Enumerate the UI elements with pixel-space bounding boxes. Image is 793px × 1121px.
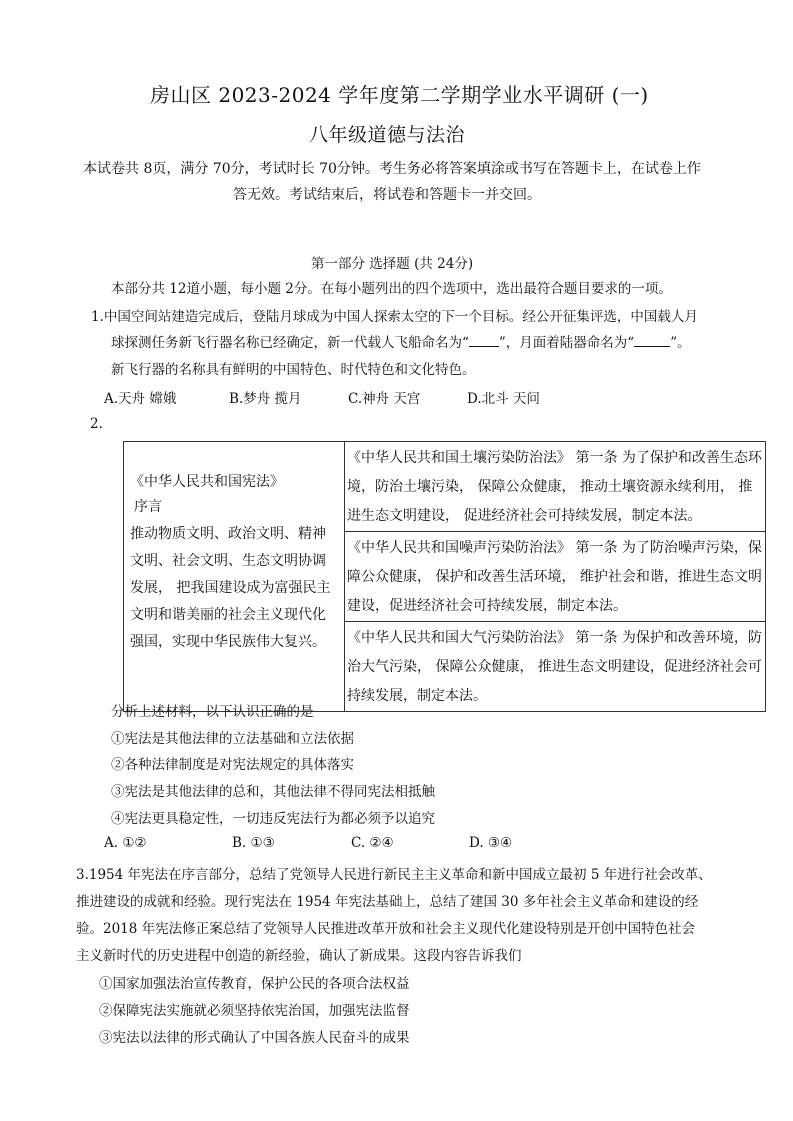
constitution-line-3: 发展， 把我国建设成为富强民主	[130, 580, 331, 596]
constitution-line-4: 文明和谐美丽的社会主义现代化	[130, 607, 326, 623]
section-title: 第一部分 选择题 (共 24分)	[311, 256, 474, 272]
q3-line-3: 验。2018 年宪法修正案总结了党领导人民推进改革开放和社会主义现代化建设特别是开创中国特色社会	[76, 921, 696, 937]
soil-law-cell: 《中华人民共和国土壤污染防治法》 第一条 为了保护和改善生态环境，防治土壤污染， 保障公众健康， 推动土壤资源永续利用， 推进生态文明建设， 促进经济社会可持续发展，制定本法。	[345, 442, 766, 532]
q2-material-table	[123, 441, 766, 712]
q3-line-2: 推进建设的成就和经验。现行宪法在 1954 年宪法基础上，总结了建国 30 多年社会主义革命和建设的经	[76, 894, 699, 910]
q2-option-d: D. ③④	[469, 835, 513, 851]
q2-statement-2: ②各种法律制度是对宪法规定的具体落实	[111, 757, 354, 773]
exam-subject: 八年级道德与法治	[309, 124, 466, 146]
noise-law-cell: 《中华人民共和国噪声污染防治法》 第一条 为了防治噪声污染，保障公众健康， 保护和改善生活环境， 维护社会和谐，推进生态文明建设，促进经济社会可持续发展，制定本法。	[345, 532, 766, 622]
q2-stem: 分析上述材料，以下认识正确的是	[111, 704, 314, 720]
q1-line-2: 球探测任务新飞行器名称已经确定，新一代载人飞船命名为“ ”，月面着陆器命名为“ ”。	[111, 331, 691, 351]
q2-option-a: A. ①②	[104, 835, 147, 851]
q3-statement-2: ②保障宪法实施就必须坚持依宪治国，加强宪法监督	[99, 1003, 410, 1019]
q1-line-3: 新飞行器的名称具有鲜明的中国特色、时代特色和文化特色。	[111, 362, 476, 378]
constitution-cell	[124, 442, 345, 712]
q2-statement-4: ④宪法更具稳定性，一切违反宪法行为都必须予以追究	[111, 811, 435, 827]
constitution-line-2: 文明、社会文明、生态文明协调	[130, 553, 326, 569]
q1-option-d: D.北斗 天问	[467, 391, 540, 407]
q3-statement-1: ①国家加强法治宣传教育，保护公民的各项合法权益	[99, 976, 410, 992]
instructions-line-1: 本试卷共 8页，满分 70分，考试时长 70分钟。考生务必将答案填涂或书写在答题卡上，在试卷上作	[83, 161, 701, 177]
q1-option-a: A.天舟 嫦娥	[104, 391, 177, 407]
constitution-title: 《中华人民共和国宪法》	[130, 474, 284, 490]
q3-line-1: 3.1954 年宪法在序言部分，总结了党领导人民进行新民主主义革命和新中国成立最初 5 年进行社会改革、	[76, 867, 712, 883]
q1-option-b: B.梦舟 揽月	[229, 391, 302, 407]
q2-number: 2.	[90, 416, 103, 432]
q3-line-4: 主义新时代的历史进程中创造的新经验，确认了新成果。这段内容告诉我们	[76, 948, 522, 964]
constitution-line-1: 推动物质文明、政治文明、精神	[130, 526, 326, 542]
q2-option-c: C. ②④	[351, 835, 394, 851]
q1-blank-2	[634, 332, 670, 347]
constitution-line-5: 强国，实现中华民族伟大复兴。	[130, 634, 326, 650]
q1-blank-1	[469, 332, 499, 347]
exam-title: 房山区 2023-2024 学年度第二学期学业水平调研 (一)	[150, 83, 649, 107]
q1-option-c: C.神舟 天宫	[348, 391, 421, 407]
air-law-cell: 《中华人民共和国大气污染防治法》 第一条 为保护和改善环境，防治大气污染， 保障公众健康， 推进生态文明建设，促进经济社会可持续发展，制定本法。	[345, 622, 766, 712]
section-intro: 本部分共 12道小题，每小题 2分。在每小题列出的四个选项中，选出最符合题目要求的一项。	[111, 281, 672, 297]
constitution-preamble: 序言	[134, 499, 162, 515]
instructions-line-2: 答无效。考试结束后，将试卷和答题卡一并交回。	[233, 187, 541, 203]
q1-line-1: 1.中国空间站建造完成后，登陆月球成为中国人探索太空的下一个目标。经公开征集评选，中国载人月	[91, 309, 698, 325]
q2-statement-1: ①宪法是其他法律的立法基础和立法依据	[111, 731, 354, 747]
q2-statement-3: ③宪法是其他法律的总和，其他法律不得同宪法相抵触	[111, 784, 435, 800]
q2-option-b: B. ①③	[232, 835, 275, 851]
q3-statement-3: ③宪法以法律的形式确认了中国各族人民奋斗的成果	[99, 1030, 410, 1046]
